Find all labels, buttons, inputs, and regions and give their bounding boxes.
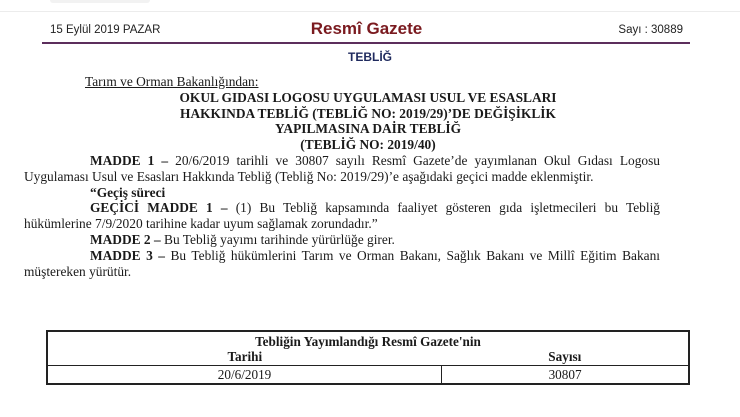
title-line: YAPILMASINA DAİR TEBLİĞ	[274, 121, 462, 137]
column-header-number: Sayısı	[442, 349, 689, 366]
tab-shadow	[50, 0, 150, 3]
title-line: OKUL GIDASI LOGOSU UYGULAMASI USUL VE ESASLARI	[179, 89, 557, 105]
title-line: (TEBLİĞ NO: 2019/40)	[300, 137, 436, 153]
title-line: HAKKINDA TEBLİĞ (TEBLİĞ NO: 2019/29)’DE DEĞİŞİKLİK	[180, 105, 556, 121]
article-label: MADDE 3 –	[90, 247, 165, 263]
article-text: 20/6/2019 tarihli ve 30807 sayılı Resmî Gazete’de yayımlanan Okul Gıdası Logosu Uygulaması Usul ve Esasları Hakkında Tebliğ (Tebliğ No: 2019/29)’e aşağıdaki geçici madde eklenmiştir.	[24, 152, 660, 184]
article-2	[24, 232, 660, 248]
publication-table	[46, 330, 690, 385]
provisional-article-1	[24, 200, 660, 232]
article-text: Bu Tebliğ hükümlerini Tarım ve Orman Bakanı, Sağlık Bakanı ve Millî Eğitim Bakanı müştereken yürütür.	[24, 247, 660, 279]
article-label: MADDE 2 –	[90, 231, 161, 247]
section-label: TEBLİĞ	[348, 50, 392, 64]
gazette-header	[42, 19, 691, 41]
column-header-date: Tarihi	[47, 349, 442, 366]
article-label: GEÇİCİ MADDE 1 –	[90, 200, 228, 216]
gazette-title: Resmî Gazete	[310, 19, 423, 38]
article-3	[24, 248, 660, 280]
article-label: MADDE 1 –	[90, 152, 169, 168]
table-caption: Tebliğin Yayımlandığı Resmî Gazete'nin	[255, 334, 481, 349]
document-title	[24, 90, 660, 153]
cell-date: 20/6/2019	[47, 366, 442, 385]
article-text: Bu Tebliğ yayımı tarihinde yürürlüğe girer.	[160, 231, 395, 247]
browser-top-edge	[0, 0, 740, 12]
transition-heading: “Geçiş süreci	[90, 184, 166, 200]
publication-table-wrapper	[46, 330, 690, 385]
issue-number: Sayı : 30889	[618, 24, 683, 36]
document-body	[24, 74, 660, 279]
cell-number: 30807	[548, 367, 582, 382]
article-1	[24, 153, 660, 185]
table-row	[47, 366, 689, 385]
article-text: (1) Bu Tebliğ kapsamında faaliyet gösteren gıda işletmecileri bu Tebliğ hükümlerine 7/9/2020 tarihine kadar uyum sağlamak zorundadır.”	[24, 200, 661, 232]
header-date: 15 Eylül 2019 PAZAR	[50, 24, 161, 36]
header-divider	[42, 42, 690, 44]
issuing-ministry: Tarım ve Orman Bakanlığından:	[85, 74, 259, 89]
